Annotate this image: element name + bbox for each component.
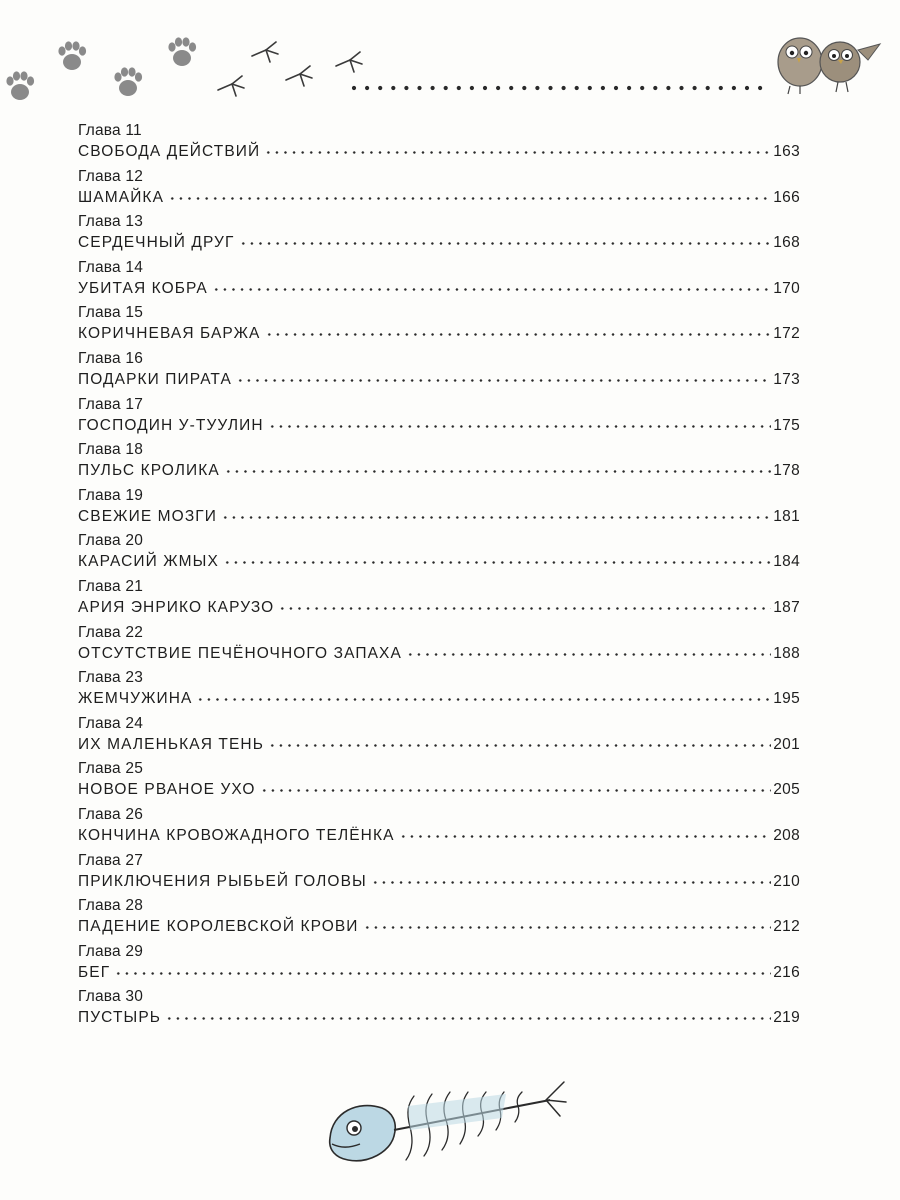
dot-leader [265, 333, 772, 336]
page-number: 168 [773, 234, 800, 252]
chapter-title: ОТСУТСТВИЕ ПЕЧЁНОЧНОГО ЗАПАХА [78, 644, 402, 662]
toc-entry [78, 441, 800, 487]
chapter-title-line [78, 460, 800, 482]
chapter-title-line [78, 1007, 800, 1029]
toc-entry [78, 806, 800, 852]
toc-entry [78, 168, 800, 214]
toc-entry [78, 122, 800, 168]
page-number: 178 [773, 462, 800, 480]
chapter-number: Глава 12 [78, 167, 144, 185]
toc-entry [78, 624, 800, 670]
toc-entry [78, 487, 800, 533]
chapter-title-line [78, 415, 800, 437]
chapter-title: БЕГ [78, 963, 111, 981]
toc-entry [78, 669, 800, 715]
chapter-title: ГОСПОДИН У-ТУУЛИН [78, 416, 264, 434]
toc-entry [78, 852, 800, 898]
chapter-number: Глава 23 [78, 669, 144, 687]
page-number: 195 [773, 690, 800, 708]
dot-leader [264, 151, 771, 154]
dot-leader [239, 242, 772, 245]
chapter-title-line [78, 323, 800, 345]
chapter-title: КАРАСИЙ ЖМЫХ [78, 553, 219, 571]
dot-leader [168, 197, 771, 200]
chapter-number: Глава 28 [78, 897, 144, 915]
toc-entry [78, 304, 800, 350]
fish-skeleton-icon [310, 1060, 570, 1175]
page-number: 208 [773, 826, 800, 844]
chapter-title: ПУСТЫРЬ [78, 1009, 162, 1027]
page-number: 175 [773, 416, 800, 434]
chapter-number: Глава 13 [78, 213, 144, 231]
chapter-title-line [78, 506, 800, 528]
chapter-number: Глава 11 [78, 122, 142, 139]
chapter-number: Глава 29 [78, 942, 144, 960]
chapter-title-line [78, 825, 800, 847]
chapter-number: Глава 19 [78, 486, 144, 504]
chapter-title-line [78, 551, 800, 573]
dot-leader [224, 470, 771, 473]
page-number: 219 [773, 1009, 800, 1027]
dot-leader [196, 698, 771, 701]
page-number: 188 [773, 644, 800, 662]
page-number: 170 [773, 279, 800, 297]
dot-leader [236, 379, 771, 382]
chapter-number: Глава 17 [78, 395, 144, 413]
page-number: 201 [773, 735, 800, 753]
chapter-title: ЖЕМЧУЖИНА [78, 690, 193, 708]
toc-entry [78, 532, 800, 578]
dot-leader [371, 881, 771, 884]
dot-leader [268, 425, 772, 428]
page-number: 163 [773, 143, 800, 160]
toc-entry [78, 213, 800, 259]
page-number: 212 [773, 918, 800, 936]
page-number: 184 [773, 553, 800, 571]
page-number: 210 [773, 872, 800, 890]
chapter-title-line [78, 688, 800, 710]
chapter-title: НОВОЕ РВАНОЕ УХО [78, 781, 256, 799]
dot-leader [399, 835, 772, 838]
chapter-number: Глава 20 [78, 532, 144, 550]
chapter-title-line [78, 916, 800, 938]
chapter-title-line [78, 962, 800, 984]
chapter-title-line [78, 597, 800, 619]
chapter-title-line [78, 779, 800, 801]
chapter-title: КОРИЧНЕВАЯ БАРЖА [78, 325, 261, 343]
dot-leader [260, 789, 772, 792]
chapter-number: Глава 30 [78, 988, 144, 1006]
chapter-title-line [78, 643, 800, 665]
chapter-number: Глава 24 [78, 714, 144, 732]
dot-leader [221, 516, 771, 519]
header-decoration [0, 0, 900, 110]
chapter-number: Глава 22 [78, 623, 144, 641]
toc-entry [78, 259, 800, 305]
chapter-number: Глава 16 [78, 349, 144, 367]
page-number: 216 [773, 963, 800, 981]
chapter-title-line [78, 278, 800, 300]
page-number: 173 [773, 370, 800, 388]
chapter-title: ПУЛЬС КРОЛИКА [78, 462, 220, 480]
paw-prints-icon [6, 37, 196, 100]
page-number: 172 [773, 325, 800, 343]
toc-entry [78, 396, 800, 442]
chapter-title: ШАМАЙКА [78, 188, 165, 206]
dot-leader [406, 653, 771, 656]
chapter-title: УБИТАЯ КОБРА [78, 279, 208, 297]
page-number: 205 [773, 781, 800, 799]
chapter-title: СЕРДЕЧНЫЙ ДРУГ [78, 234, 235, 252]
chapter-title-line [78, 734, 800, 756]
page-number: 181 [773, 507, 800, 525]
chapter-title: СВЕЖИЕ МОЗГИ [78, 507, 218, 525]
chapter-title-line [78, 871, 800, 893]
page-number: 187 [773, 598, 800, 616]
table-of-contents [78, 122, 800, 1034]
chapter-title: ИХ МАЛЕНЬКАЯ ТЕНЬ [78, 735, 264, 753]
toc-entry [78, 943, 800, 989]
chapter-title: СВОБОДА ДЕЙСТВИЙ [78, 143, 261, 160]
chapter-title-line [78, 369, 800, 391]
toc-entry [78, 350, 800, 396]
chapter-title: ПАДЕНИЕ КОРОЛЕВСКОЙ КРОВИ [78, 918, 359, 936]
chapter-title-line [78, 141, 800, 163]
toc-entry [78, 715, 800, 761]
toc-entry [78, 988, 800, 1034]
toc-entry [78, 760, 800, 806]
dot-leader [278, 607, 771, 610]
chapter-number: Глава 18 [78, 441, 144, 459]
dot-leader [165, 1017, 771, 1020]
dot-leader [268, 744, 771, 747]
page-number: 166 [773, 188, 800, 206]
header-dotted-rule [350, 84, 770, 92]
chapter-title: ПРИКЛЮЧЕНИЯ РЫБЬЕЙ ГОЛОВЫ [78, 872, 367, 890]
dot-leader [363, 926, 772, 929]
dot-leader [114, 972, 771, 975]
dot-leader [223, 561, 771, 564]
chapter-number: Глава 27 [78, 851, 144, 869]
chapter-number: Глава 25 [78, 760, 144, 778]
toc-entry [78, 578, 800, 624]
chapter-number: Глава 26 [78, 805, 144, 823]
chapter-number: Глава 15 [78, 304, 144, 322]
chapter-number: Глава 14 [78, 258, 144, 276]
chapter-title: АРИЯ ЭНРИКО КАРУЗО [78, 598, 275, 616]
chapter-title: КОНЧИНА КРОВОЖАДНОГО ТЕЛЁНКА [78, 826, 395, 844]
dot-leader [212, 288, 771, 291]
chapter-title-line [78, 232, 800, 254]
bird-tracks-icon [218, 42, 362, 96]
owls-icon [778, 38, 880, 94]
chapter-title: ПОДАРКИ ПИРАТА [78, 370, 232, 388]
chapter-title-line [78, 187, 800, 209]
chapter-number: Глава 21 [78, 577, 144, 595]
toc-entry [78, 897, 800, 943]
